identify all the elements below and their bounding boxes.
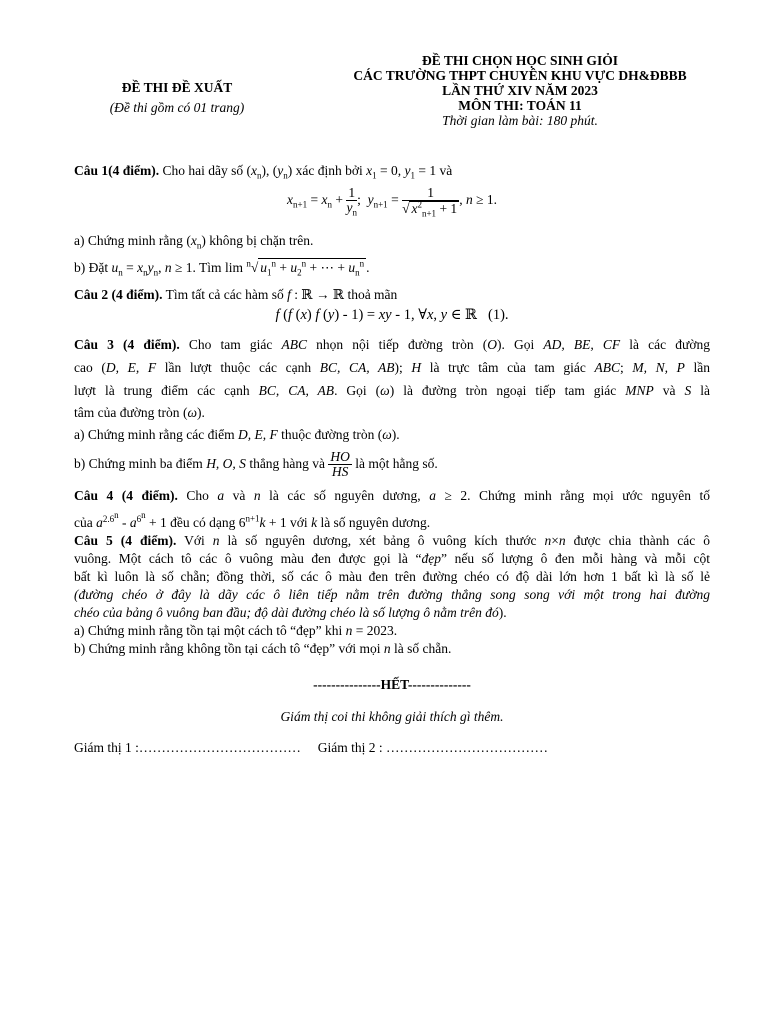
q1-label: Câu 1(4 điểm). xyxy=(74,163,160,178)
math: BC, CA, AB xyxy=(319,360,395,375)
math: n xyxy=(212,533,220,548)
math: BC, CA, AB xyxy=(258,383,335,398)
q5-line4: (đường chéo ở đây là dãy các ô liên tiếp nằm trên đường thẳng song song với một trong hai đường xyxy=(74,587,710,602)
q5-part-a: a) Chứng minh rằng tồn tại một cách tô “đẹp” khi n = 2023. xyxy=(74,623,398,638)
q4-line1: Câu 4 (4 điểm). Cho a và n là các số nguyên dương, a ≥ 2. Chứng minh rằng mọi ước nguyên tố xyxy=(74,488,710,503)
math: (ω) xyxy=(375,383,395,398)
math: MNP xyxy=(625,383,654,398)
math-fraction: $\frac{HO}{HS}$ xyxy=(330,449,350,480)
math: a ≥ 2 xyxy=(429,488,468,503)
math: $(x_n)$, $(y_n)$ xyxy=(246,163,293,181)
math: n xyxy=(253,488,261,503)
q2-line1: Câu 2 (4 điểm). Tìm tất cả các hàm số f : ℝ → ℝ thoả mãn xyxy=(74,287,398,302)
math: n xyxy=(383,641,391,656)
math: (ω). xyxy=(182,405,205,420)
math: (O) xyxy=(482,337,502,352)
subject-title: MÔN THI: TOÁN 11 xyxy=(458,98,582,113)
math: H xyxy=(411,360,422,375)
q5-label: Câu 5 (4 điểm). xyxy=(74,533,177,548)
exam-type-title: ĐỀ THI ĐỀ XUẤT xyxy=(121,80,233,95)
math: ABC xyxy=(281,337,308,352)
exam-title-2: CÁC TRƯỜNG THPT CHUYÊN KHU VỰC DH&ĐBBB xyxy=(353,68,687,83)
math: D, E, F xyxy=(105,360,157,375)
math: ABC xyxy=(594,360,620,375)
q5-line3: bất kì luôn là số chẵn; đồng thời, số các ô màu đen trên đường chéo có độ dài lớn hơn 1 bất kì là số lẻ xyxy=(74,569,711,584)
math: $6^{n+1}k + 1$ xyxy=(238,513,287,530)
q1-recurrence xyxy=(74,180,710,220)
q1-line1: Câu 1(4 điểm). Cho hai dãy số $(x_n)$, $(y_n)$ xác định bởi $x_1 = 0$, $y_1 = 1$ và xyxy=(74,163,453,181)
end-mark: ---------------HẾT-------------- xyxy=(313,677,471,692)
math: f (f (x) f (y) - 1) = xy - 1, ∀x, y ∈ ℝ (1). xyxy=(275,307,509,323)
q2-label: Câu 2 (4 điểm). xyxy=(74,287,163,302)
math: f : ℝ → ℝ xyxy=(287,287,345,302)
q5-line1: Câu 5 (4 điểm). Với n là số nguyên dương, xét bảng ô vuông kích thước n×n được chia thành các ô xyxy=(74,533,710,548)
q1-part-a: a) Chứng minh rằng $(x_n)$ không bị chặn trên. xyxy=(74,233,314,251)
duration-note: Thời gian làm bài: 180 phút. xyxy=(442,113,598,128)
q2-equation xyxy=(74,306,710,324)
proctor-1-signature: Giám thị 1 :……………………………… xyxy=(74,740,301,755)
math: a xyxy=(217,488,225,503)
math: $x_1 = 0$, $y_1 = 1$ xyxy=(366,163,437,181)
math: (ω). xyxy=(377,427,400,442)
math: n×n xyxy=(544,533,566,548)
q5-part-b: b) Chứng minh rằng không tồn tại cách tô “đẹp” với mọi n là số chẵn. xyxy=(74,641,452,656)
math: $a^{2.6^n} - a^{6^n} + 1$ xyxy=(96,509,167,530)
q5-line2: vuông. Một cách tô các ô vuông màu đen được gọi là “đẹp” nếu số lượng ô đen mỗi hàng và mỗi cột xyxy=(74,551,711,566)
proctor-note: Giám thị coi thi không giải thích gì thêm. xyxy=(280,709,504,724)
q3-line1: Câu 3 (4 điểm). Cho tam giác ABC nhọn nội tiếp đường tròn (O). Gọi AD, BE, CF là các đường xyxy=(74,337,710,352)
math: H, O, S xyxy=(206,456,246,471)
math: lim $^n$√ $u_1^n + u_2^n$ + ⋯ + $u_n^n$ . xyxy=(224,258,370,278)
exam-title-3: LẦN THỨ XIV NĂM 2023 xyxy=(442,83,598,98)
q5-line5: chéo của bảng ô vuông ban đầu; độ dài đường chéo là số lượng ô nằm trên đó). xyxy=(74,605,507,620)
math: $x_{n+1} = x_n$ + $\frac{1}{y_n}$ ; $y_{n+1}$ = $\frac{1}{√ x^2_{n+1} + 1}$ , n ≥ 1. xyxy=(287,184,497,219)
math: 1 xyxy=(611,569,618,584)
math: S xyxy=(684,383,692,398)
q3-label: Câu 3 (4 điểm). xyxy=(74,337,180,352)
math: n = 2023. xyxy=(345,623,398,638)
q3-part-a: a) Chứng minh rằng các điểm D, E, F thuộc đường tròn (ω). xyxy=(74,427,400,442)
q4-label: Câu 4 (4 điểm). xyxy=(74,488,178,503)
header-right xyxy=(318,53,722,128)
q3-line2: cao (D, E, F lần lượt thuộc các cạnh BC, CA, AB); H là trực tâm của tam giác ABC; M, N, P lần xyxy=(74,360,710,375)
q1-part-b: b) Đặt $u_n = x_ny_n$, n ≥ 1. Tìm lim $^n$√ $u_1^n + u_2^n$ + ⋯ + $u_n^n$ . xyxy=(74,258,370,278)
page-count-note: (Đề thi gồm có 01 trang) xyxy=(109,100,245,115)
q3-line4: tâm của đường tròn (ω). xyxy=(74,405,205,420)
q4-line2: của $a^{2.6^n} - a^{6^n} + 1$ đều có dạng $6^{n+1}k + 1$ với k là số nguyên dương. xyxy=(74,509,431,530)
exam-title-1: ĐỀ THI CHỌN HỌC SINH GIỎI xyxy=(422,53,618,68)
math: AD, BE, CF xyxy=(543,337,621,352)
q3-part-b: b) Chứng minh ba điểm H, O, S thẳng hàng và $\frac{HO}{HS}$ là một hằng số. xyxy=(74,449,438,480)
signature-line xyxy=(74,740,710,756)
proctor-2-signature: Giám thị 2 : ……………………………… xyxy=(317,740,548,755)
header-left xyxy=(72,80,282,116)
math: $u_n = x_ny_n$, n ≥ 1. xyxy=(111,260,196,278)
q3-line3: lượt là trung điểm các cạnh BC, CA, AB. Gọi (ω) là đường tròn ngoại tiếp tam giác MNP và S là xyxy=(74,383,710,398)
math: M, N, P xyxy=(632,360,685,375)
math: $(x_n)$ xyxy=(186,233,206,251)
math: D, E, F xyxy=(238,427,278,442)
